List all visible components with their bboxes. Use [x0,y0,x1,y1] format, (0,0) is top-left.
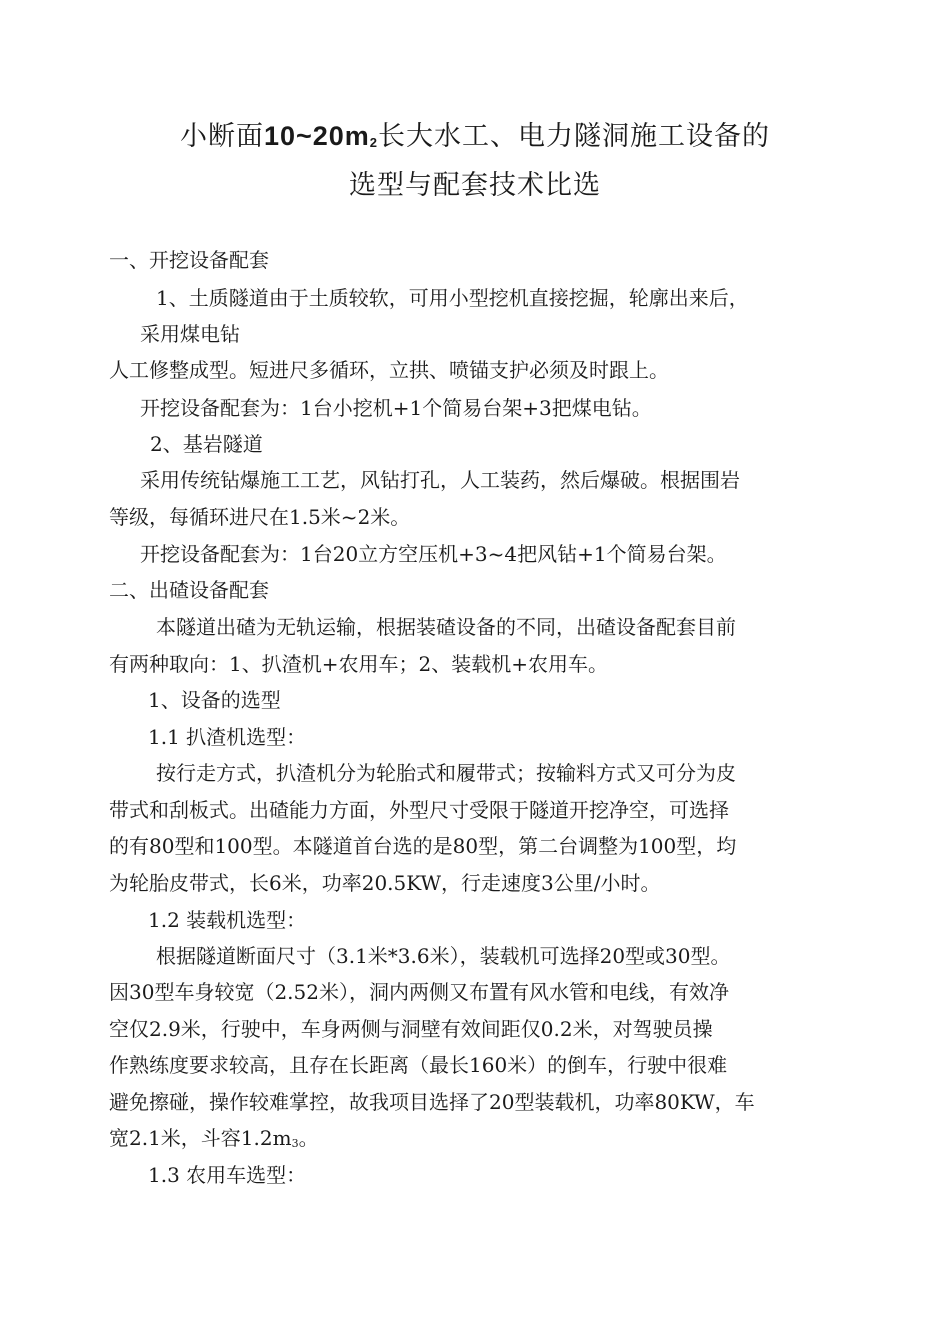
title-line-1 [0,114,950,153]
paragraph-line-with-unit [109,1124,319,1158]
unit-subscript: 3 [291,1137,299,1150]
paragraph-line: 采用煤电钻 [140,322,240,346]
paragraph-line: 开挖设备配套为：1台20立方空压机+3~4把风钻+1个简易台架。 [140,542,727,566]
paragraph-line: 避免擦碰，操作较难掌控，故我项目选择了20型装载机，功率80KW，车 [109,1090,755,1114]
title-area-superscript: 2 [369,135,379,150]
subheading-selection: 1、设备的选型 [148,688,281,712]
subheading-1-3: 1.3 农用车选型： [148,1163,307,1187]
section-heading-mucking: 二、出碴设备配套 [109,578,269,602]
paragraph-line: 带式和刮板式。出碴能力方面，外型尺寸受限于隧道开挖净空，可选择 [109,798,729,822]
paragraph-line: 按行走方式，扒渣机分为轮胎式和履带式；按输料方式又可分为皮 [156,761,736,785]
title-prefix: 小断面 [179,121,264,152]
subheading-1-2: 1.2 装载机选型： [148,908,307,932]
paragraph-line: 的有80型和100型。本隧道首台选的是80型，第二台调整为100型，均 [109,834,737,858]
section-heading-excavation: 一、开挖设备配套 [109,248,269,272]
paragraph-line: 有两种取向：1、扒渣机+农用车；2、装载机+农用车。 [109,652,608,676]
title-line-2: 选型与配套技术比选 [349,170,601,201]
paragraph-line: 采用传统钻爆施工工艺，风钻打孔，人工装药，然后爆破。根据围岩 [140,468,740,492]
paragraph-line: 1、土质隧道由于土质较软，可用小型挖机直接挖掘，轮廓出来后， [156,286,749,310]
paragraph-line: 作熟练度要求较高，且存在长距离（最长160米）的倒车，行驶中很难 [109,1053,728,1077]
paragraph-line: 本隧道出碴为无轨运输，根据装碴设备的不同，出碴设备配套目前 [156,615,736,639]
paragraph-line: 因30型车身较宽（2.52米），洞内两侧又布置有风水管和电线，有效净 [109,980,729,1004]
subheading-1-1: 1.1 扒渣机选型： [148,725,307,749]
sentence-end: 。 [298,1126,319,1150]
paragraph-line: 为轮胎皮带式，长6米，功率20.5KW，行走速度3公里/小时。 [109,871,661,895]
subheading-bedrock: 2、基岩隧道 [150,432,263,456]
paragraph-line: 人工修整成型。短进尺多循环，立拱、喷锚支护必须及时跟上。 [109,358,669,382]
paragraph-line: 空仅2.9米，行驶中，车身两侧与洞壁有效间距仅0.2米，对驾驶员操 [109,1017,713,1041]
paragraph-line: 根据隧道断面尺寸（3.1米*3.6米），装载机可选择20型或30型。 [156,944,731,968]
paragraph-line: 开挖设备配套为：1台小挖机+1个简易台架+3把煤电钻。 [140,396,652,420]
title-area-range: 10~20m [263,121,370,151]
title-suffix: 长大水工、电力隧洞施工设备的 [378,121,771,152]
paragraph-text: 宽2.1米，斗容1.2m [109,1126,292,1150]
paragraph-line: 等级，每循环进尺在1.5米~2米。 [109,505,411,529]
